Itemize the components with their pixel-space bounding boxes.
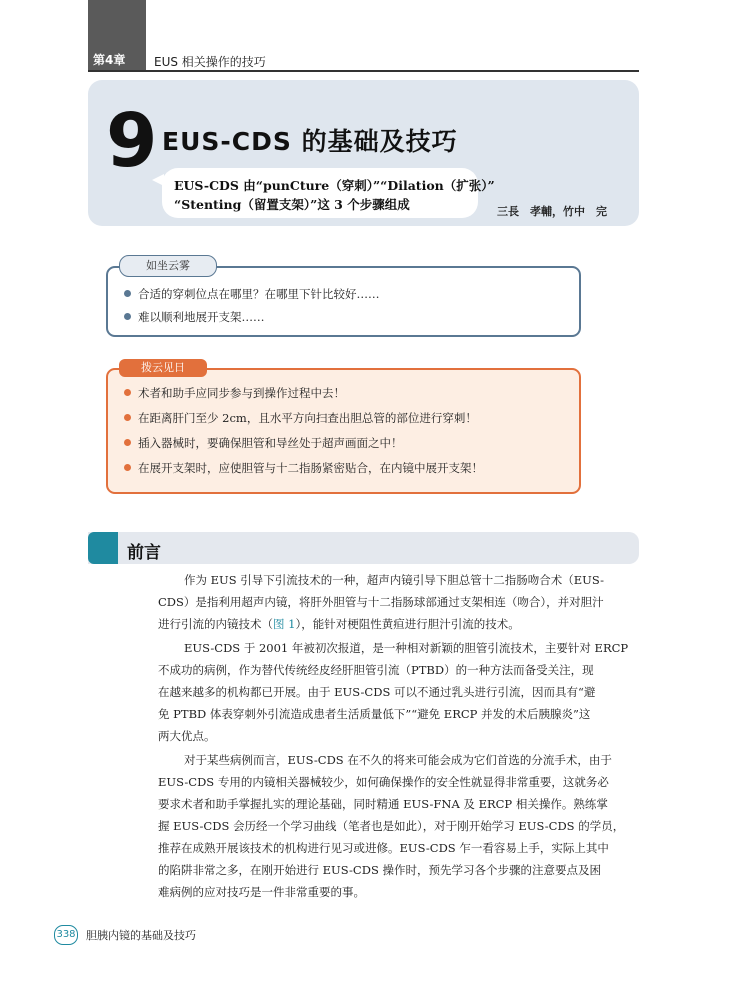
chapter-title: EUS 相关操作的技巧 xyxy=(154,55,266,69)
body-line: 进行引流的内镜技术（图 1），能针对梗阻性黄疸进行胆汁引流的技术。 xyxy=(158,617,520,631)
section-number: 9 xyxy=(106,98,158,184)
body-line: 要求术者和助手掌握扎实的理论基础，同时精通 EUS-FNA 及 ERCP 相关操作。熟练掌 xyxy=(158,797,608,811)
body-line: 的陷阱非常之多，在刚开始进行 EUS-CDS 操作时，预先学习各个步骤的注意要点及困 xyxy=(158,863,601,877)
solution-label: 拨云见日 xyxy=(119,359,207,377)
subtitle-line: “Stenting（留置支架）”这 3 个步骤组成 xyxy=(174,197,410,212)
bullet-dot-icon xyxy=(124,389,131,396)
solution-item: 术者和助手应同步参与到操作过程中去！ xyxy=(124,385,345,401)
section-title: 前言 xyxy=(127,543,161,563)
authors: 三長 孝輔，竹中 完 xyxy=(497,205,607,218)
page-title: EUS-CDS 的基础及技巧 xyxy=(162,127,458,156)
body-line: 作为 EUS 引导下引流技术的一种，超声内镜引导下胆总管十二指肠吻合术（EUS- xyxy=(184,573,605,587)
body-line: 推荐在成熟开展该技术的机构进行见习或进修。EUS-CDS 乍一看容易上手，实际上其中 xyxy=(158,841,609,855)
problem-item: 难以顺利地展开支架…… xyxy=(124,309,265,325)
subtitle-bubble xyxy=(162,168,495,218)
bullet-dot-icon xyxy=(124,290,131,297)
section-heading-accent xyxy=(88,532,118,564)
bullet-dot-icon xyxy=(124,464,131,471)
solution-item: 在距离肝门至少 2cm，且水平方向扫查出胆总管的部位进行穿刺！ xyxy=(124,410,477,426)
figure-link[interactable]: 图 1 xyxy=(273,617,296,631)
subtitle-line: EUS-CDS 由“punCture（穿刺）”“Dilation（扩张）” xyxy=(174,178,495,193)
section-heading-bar xyxy=(88,532,639,564)
bullet-dot-icon xyxy=(124,439,131,446)
body-line: EUS-CDS 于 2001 年被初次报道，是一种相对新颖的胆管引流技术，主要针对 ERCP xyxy=(184,641,629,655)
body-line: CDS）是指利用超声内镜，将肝外胆管与十二指肠球部通过支架相连（吻合），并对胆汁 xyxy=(158,595,604,609)
body-line: 难病例的应对技巧是一件非常重要的事。 xyxy=(158,885,365,899)
problem-item: 合适的穿刺位点在哪里？在哪里下针比较好…… xyxy=(124,286,380,302)
problem-label: 如坐云雾 xyxy=(119,255,217,277)
header-rule xyxy=(88,70,639,72)
footer-book-title: 胆胰内镜的基础及技巧 xyxy=(86,929,196,942)
solution-item: 在展开支架时，应使胆管与十二指肠紧密贴合，在内镜中展开支架！ xyxy=(124,460,483,476)
solution-item: 插入器械时，要确保胆管和导丝处于超声画面之中！ xyxy=(124,435,403,451)
bullet-dot-icon xyxy=(124,313,131,320)
body-line: EUS-CDS 专用的内镜相关器械较少，如何确保操作的安全性就显得非常重要，这就务必 xyxy=(158,775,609,789)
body-line: 在越来越多的机构都已开展。由于 EUS-CDS 可以不通过乳头进行引流，因而具有“避 xyxy=(158,685,596,699)
chapter-label: 第4章 xyxy=(93,53,126,67)
body-line: 对于某些病例而言，EUS-CDS 在不久的将来可能会成为它们首选的分流手术，由于 xyxy=(184,753,612,767)
page-number: 338 xyxy=(54,925,78,945)
body-line: 握 EUS-CDS 会历经一个学习曲线（笔者也是如此），对于刚开始学习 EUS-CDS 的学员， xyxy=(158,819,625,833)
body-line: 两大优点。 xyxy=(158,729,216,743)
body-line: 免 PTBD 体表穿刺外引流造成患者生活质量低下”“避免 ERCP 并发的术后胰腺炎”这 xyxy=(158,707,591,721)
body-line: 不成功的病例，作为替代传统经皮经肝胆管引流（PTBD）的一种方法而备受关注，现 xyxy=(158,663,594,677)
bullet-dot-icon xyxy=(124,414,131,421)
